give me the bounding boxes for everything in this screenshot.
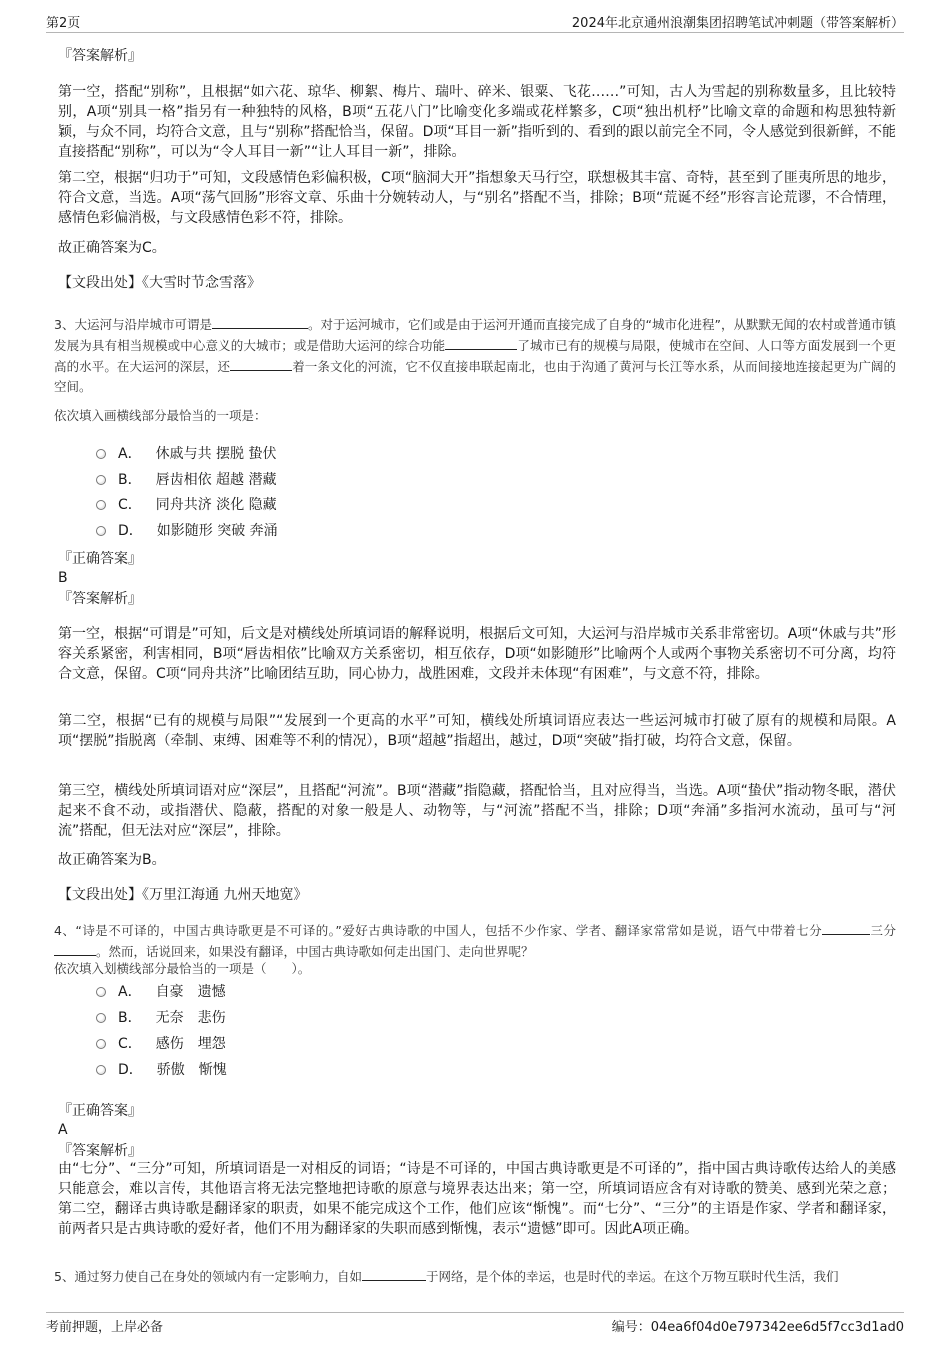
radio-icon[interactable] bbox=[96, 475, 106, 485]
q3-option-a[interactable]: A． 休戚与共 摆脱 蛰伏 bbox=[96, 444, 276, 464]
footer-slogan: 考前押题，上岸必备 bbox=[46, 1320, 164, 1335]
q3-prompt: 依次填入画横线部分最恰当的一项是： bbox=[54, 408, 267, 423]
q4-option-b[interactable]: B． 无奈 悲伤 bbox=[96, 1008, 226, 1028]
q5-stem: 5、通过努力使自己在身处的领域内有一定影响力，自如 于网络，是个体的幸运，也是时代的幸运。在这个万物互联时代生活，我们 bbox=[54, 1266, 896, 1287]
page-footer bbox=[46, 1312, 904, 1336]
radio-icon[interactable] bbox=[96, 500, 106, 510]
q4-option-c[interactable]: C． 感伤 埋怨 bbox=[96, 1034, 226, 1054]
radio-icon[interactable] bbox=[96, 987, 106, 997]
q3-analysis-p1: 第一空，根据“可谓是”可知，后文是对横线处所填词语的解释说明，根据后文可知，大运河与沿岸城市关系非常密切。A项“休戚与共”形容关系紧密，利害相同，B项“唇齿相依”比喻双方关系密切，相互依存，D项“如影随形”比喻两个人或两个事物关系密切不可分离，均符合文意，保留。C项“同舟共济”比喻团结互助，同心协力，战胜困难，文段并未体现“有困难”，与文意不符，排除。 bbox=[58, 626, 896, 682]
q2-analysis-p1: 第一空，搭配“别称”，且根据“如六花、琼华、柳絮、梅片、瑞叶、碎米、银粟、飞花……”可知，古人为雪起的别称数量多，且比较特别，A项“别具一格”指另有一种独特的风格，B项“五花八门”比喻变化多端或花样繁多，C项“独出机杼”比喻文章的命题和构思独特新颖，与众不同，均符合文意，且与“别称”搭配恰当，保留。D项“耳目一新”指听到的、看到的跟以前完全不同，令人感觉到很新鲜，不能直接搭配“别称”，可以为“令人耳目一新”“让人耳目一新”，排除。 bbox=[58, 84, 896, 160]
radio-icon[interactable] bbox=[96, 449, 106, 459]
blank-1 bbox=[822, 920, 870, 935]
q2-source: 【文段出处】《大雪时节念雪落》 bbox=[58, 275, 261, 291]
radio-icon[interactable] bbox=[96, 526, 106, 536]
q4-option-d[interactable]: D． 骄傲 惭愧 bbox=[96, 1060, 227, 1080]
radio-icon[interactable] bbox=[96, 1039, 106, 1049]
q4-prompt: 依次填入划横线部分最恰当的一项是（ ）。 bbox=[54, 961, 311, 976]
q4-stem: 4、“诗是不可译的，中国古典诗歌更是不可译的。”爱好古典诗歌的中国人，包括不少作家、学者、翻译家常常如是说，语气中带着七分 三分。然而，话说回来，如果没有翻译，中国古典诗歌如何走出国门、走向世界呢？ bbox=[54, 920, 896, 962]
q4-answer: A bbox=[58, 1122, 68, 1138]
radio-icon[interactable] bbox=[96, 1013, 106, 1023]
q4-analysis: 由“七分”、“三分”可知，所填词语是一对相反的词语；“诗是不可译的，中国古典诗歌更是不可译的”，指中国古典诗歌传达给人的美感只能意会，难以言传，其他语言将无法完整地把诗歌的原意与境界表达出来；第一空，所填词语应含有对诗歌的赞美、感到光荣之意；第二空，翻译古典诗歌是翻译家的职责，如果不能完成这个工作，他们应该“惭愧”。而“七分”、“三分”的主语是作家、学者和翻译家，前两者只是古典诗歌的爱好者，他们不用为翻译家的失职而感到惭愧，表示“遗憾”即可。因此A项正确。 bbox=[58, 1161, 896, 1237]
q4-option-a[interactable]: A． 自豪 遗憾 bbox=[96, 982, 226, 1002]
q2-analysis-label: 『答案解析』 bbox=[58, 48, 142, 64]
blank-1 bbox=[212, 314, 308, 329]
q3-correct-label: 『正确答案』 bbox=[58, 551, 142, 567]
blank-2 bbox=[54, 941, 96, 956]
q3-analysis-p3: 第三空，横线处所填词语对应“深层”，且搭配“河流”。B项“潜藏”指隐藏，搭配恰当，且对应得当，当选。A项“蛰伏”指动物冬眠，潜伏起来不食不动，或指潜伏、隐蔽，搭配的对象一般是人、动物等，与“河流”搭配不当，排除；D项“奔涌”多指河水流动，虽可与“河流”搭配，但无法对应“深层”，排除。 bbox=[58, 783, 896, 839]
q3-option-c[interactable]: C． 同舟共济 淡化 隐藏 bbox=[96, 495, 277, 515]
q3-analysis-p2: 第二空，根据“已有的规模与局限”“发展到一个更高的水平”可知，横线处所填词语应表达一些运河城市打破了原有的规模和局限。A项“摆脱”指脱离（牵制、束缚、困难等不利的情况），B项“超越”指超出，越过，D项“突破”指打破，均符合文意，保留。 bbox=[58, 713, 896, 749]
q4-analysis-label: 『答案解析』 bbox=[58, 1143, 142, 1159]
q3-analysis-label: 『答案解析』 bbox=[58, 591, 142, 607]
document-id: 编号：04ea6f04d0e797342ee6d5f7cc3d1ad0 bbox=[611, 1320, 904, 1335]
q3-conclusion: 故正确答案为B。 bbox=[58, 852, 166, 868]
q2-conclusion: 故正确答案为C。 bbox=[58, 240, 166, 256]
blank-2 bbox=[445, 335, 517, 350]
q3-source: 【文段出处】《万里江海通 九州天地宽》 bbox=[58, 887, 308, 903]
q3-option-b[interactable]: B． 唇齿相依 超越 潜藏 bbox=[96, 470, 277, 490]
page-number: 第2页 bbox=[46, 16, 81, 31]
page-header bbox=[46, 12, 904, 33]
blank-3 bbox=[230, 356, 292, 371]
radio-icon[interactable] bbox=[96, 1065, 106, 1075]
q3-stem: 3、大运河与沿岸城市可谓是 。对于运河城市，它们或是由于运河开通而直接完成了自身的“城市化进程”，从默默无闻的农村或普通市镇发展为具有相当规模或中心意义的大城市；或是借助大运河的综合功能 了城市已有的规模与局限，使城市在空间、人口等方面发展到一个更高的水平。在大运河的深层，还 着一条文化的河流，它不仅直接串联起南北，也由于沟通了黄河与长江等水系，从而间接地连接起更为广阔的空间。 bbox=[54, 314, 896, 397]
q3-option-d[interactable]: D． 如影随形 突破 奔涌 bbox=[96, 521, 278, 541]
q4-correct-label: 『正确答案』 bbox=[58, 1103, 142, 1119]
q3-answer: B bbox=[58, 570, 68, 586]
q2-analysis-p2: 第二空，根据“归功于”可知，文段感情色彩偏积极，C项“脑洞大开”指想象天马行空，联想极其丰富、奇特，甚至到了匪夷所思的地步，符合文意，当选。A项“荡气回肠”形容文章、乐曲十分婉转动人，与“别名”搭配不当，排除；B项“荒诞不经”形容言论荒谬，不合情理，感情色彩偏消极，与文段感情色彩不符，排除。 bbox=[58, 170, 896, 226]
blank-1 bbox=[362, 1266, 426, 1281]
document-title: 2024年北京通州浪潮集团招聘笔试冲刺题（带答案解析） bbox=[571, 16, 904, 31]
